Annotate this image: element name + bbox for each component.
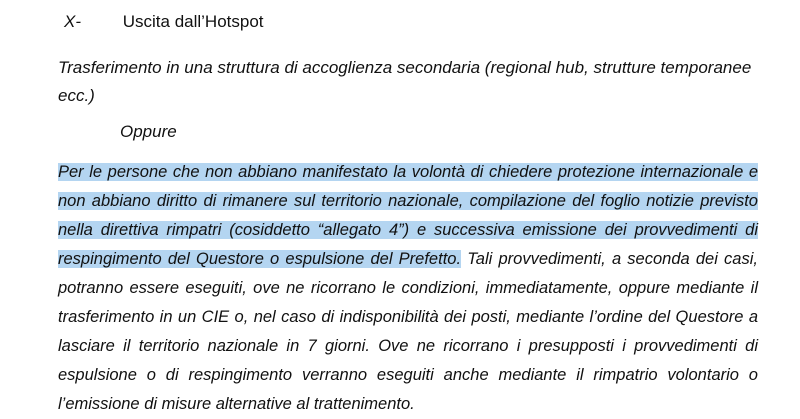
unselected-text: Tali provvedimenti, a seconda dei casi, potranno essere eseguiti, ove ne ricorrano le condizioni, immediatamente, oppure mediante il trasferimento in un CIE o, nel caso di indisponibilità dei posti, mediante l’ordine del Questore a lasciare il territorio nazionale in 7 giorni. Ove ne ricorrano i presupposti i provvedimenti di espulsione o di respingimento verranno eseguiti anche mediante il rimpatrio volontario o l’emissione di misure alternative al trattenimento. xyxy=(58,250,758,413)
section-marker: X- xyxy=(64,12,81,31)
transfer-paragraph: Trasferimento in una struttura di accoglienza secondaria (regional hub, strutture temporanee ecc.) xyxy=(58,58,752,105)
section-title: Uscita dall’Hotspot xyxy=(122,12,264,31)
selected-text[interactable]: Per le persone che non abbiano manifestato la volontà di chiedere protezione internazionale e non abbiano diritto di rimanere sul territorio nazionale, compilazione del foglio notizie previsto nella direttiva rimpatri (cosiddetto “allegato 4”) e successiva emissione dei provvedimenti di respingimento del Questore o espulsione del Prefetto. xyxy=(58,163,758,268)
body-paragraph xyxy=(58,158,758,419)
or-paragraph: Oppure xyxy=(120,122,177,141)
section-heading xyxy=(64,10,264,34)
